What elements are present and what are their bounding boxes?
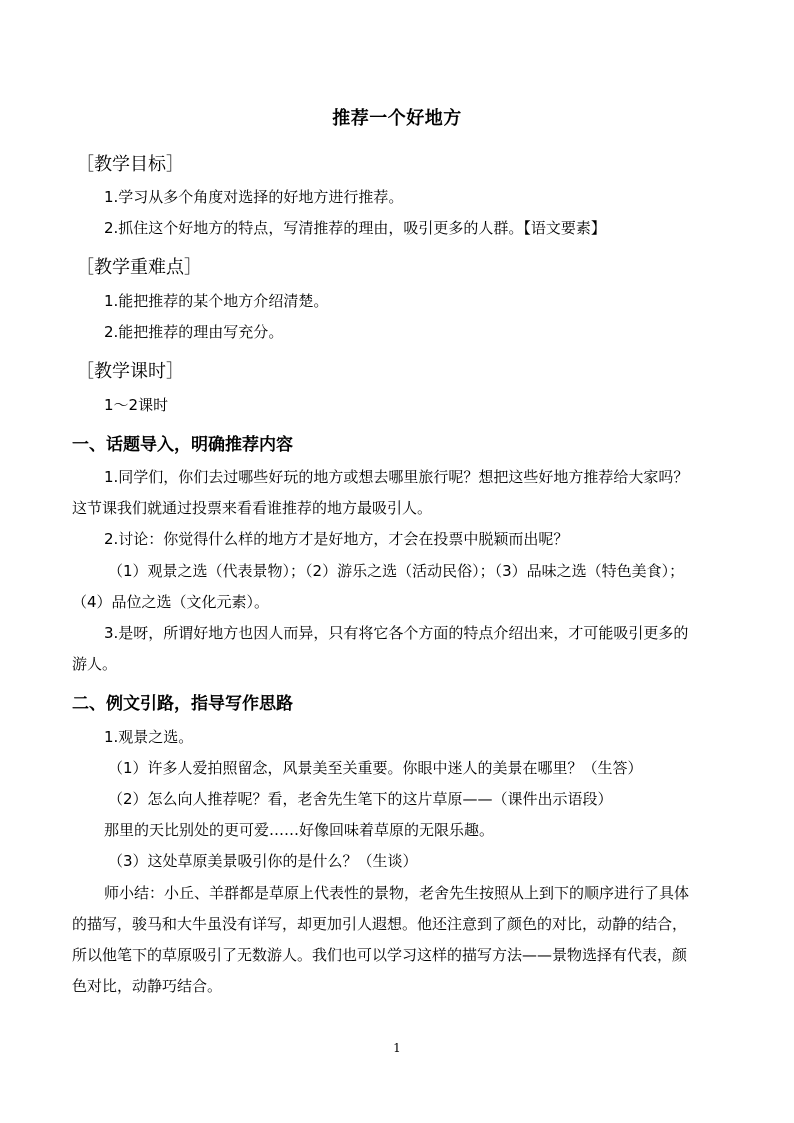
- paragraph-line: （4）品位之选（文化元素）。: [72, 593, 270, 611]
- paragraph-line: 2.讨论：你觉得什么样的地方才是好地方，才会在投票中脱颖而出呢？: [104, 530, 569, 548]
- paragraph-line: 的描写，骏马和大牛虽没有详写，却更加引人遐想。他还注意到了颜色的对比，动静的结合，: [72, 915, 688, 933]
- goal-item: 1.学习从多个角度对选择的好地方进行推荐。: [104, 188, 404, 206]
- paragraph-line: 那里的天比别处的更可爱……好像回味着草原的无限乐趣。: [104, 821, 495, 839]
- paragraph-line: 1.观景之选。: [104, 728, 194, 746]
- section-heading-part2: 二、例文引路，指导写作思路: [72, 694, 293, 714]
- paragraph-line: 这节课我们就通过投票来看看谁推荐的地方最吸引人。: [72, 499, 433, 517]
- paragraph-line: （1）观景之选（代表景物）；（2）游乐之选（活动民俗）；（3）品味之选（特色美食）；: [108, 562, 685, 580]
- paragraph-line: 色对比，动静巧结合。: [72, 977, 223, 995]
- paragraph-line: 师小结：小丘、羊群都是草原上代表性的景物，老舍先生按照从上到下的顺序进行了具体: [104, 884, 690, 902]
- heading-teaching-goals: ［教学目标］: [76, 154, 184, 175]
- heading-class-hours: ［教学课时］: [76, 361, 184, 382]
- paragraph-line: （1）许多人爱拍照留念，风景美至关重要。你眼中迷人的美景在哪里？（生答）: [108, 759, 643, 777]
- difficulty-item: 2.能把推荐的理由写充分。: [104, 323, 284, 341]
- paragraph-line: （2）怎么向人推荐呢？看，老舍先生笔下的这片草原——（课件出示语段）: [108, 790, 613, 808]
- heading-key-difficulties: ［教学重难点］: [76, 257, 202, 278]
- section-heading-part1: 一、话题导入，明确推荐内容: [72, 435, 293, 455]
- goal-item: 2.抓住这个好地方的特点，写清推荐的理由，吸引更多的人群。【语文要素】: [104, 219, 606, 237]
- paragraph-line: （3）这处草原美景吸引你的是什么？（生谈）: [108, 852, 418, 870]
- paragraph-line: 1.同学们，你们去过哪些好玩的地方或想去哪里旅行呢？想把这些好地方推荐给大家吗？: [104, 468, 689, 486]
- class-hours-text: 1～2课时: [104, 396, 169, 414]
- paragraph-line: 所以他笔下的草原吸引了无数游人。我们也可以学习这样的描写方法——景物选择有代表，颜: [72, 946, 688, 964]
- page-title: 推荐一个好地方: [332, 108, 462, 129]
- difficulty-item: 1.能把推荐的某个地方介绍清楚。: [104, 292, 329, 310]
- paragraph-line: 游人。: [72, 655, 118, 673]
- page-number: 1: [393, 1041, 401, 1055]
- paragraph-line: 3.是呀，所谓好地方也因人而异，只有将它各个方面的特点介绍出来，才可能吸引更多的: [104, 624, 689, 642]
